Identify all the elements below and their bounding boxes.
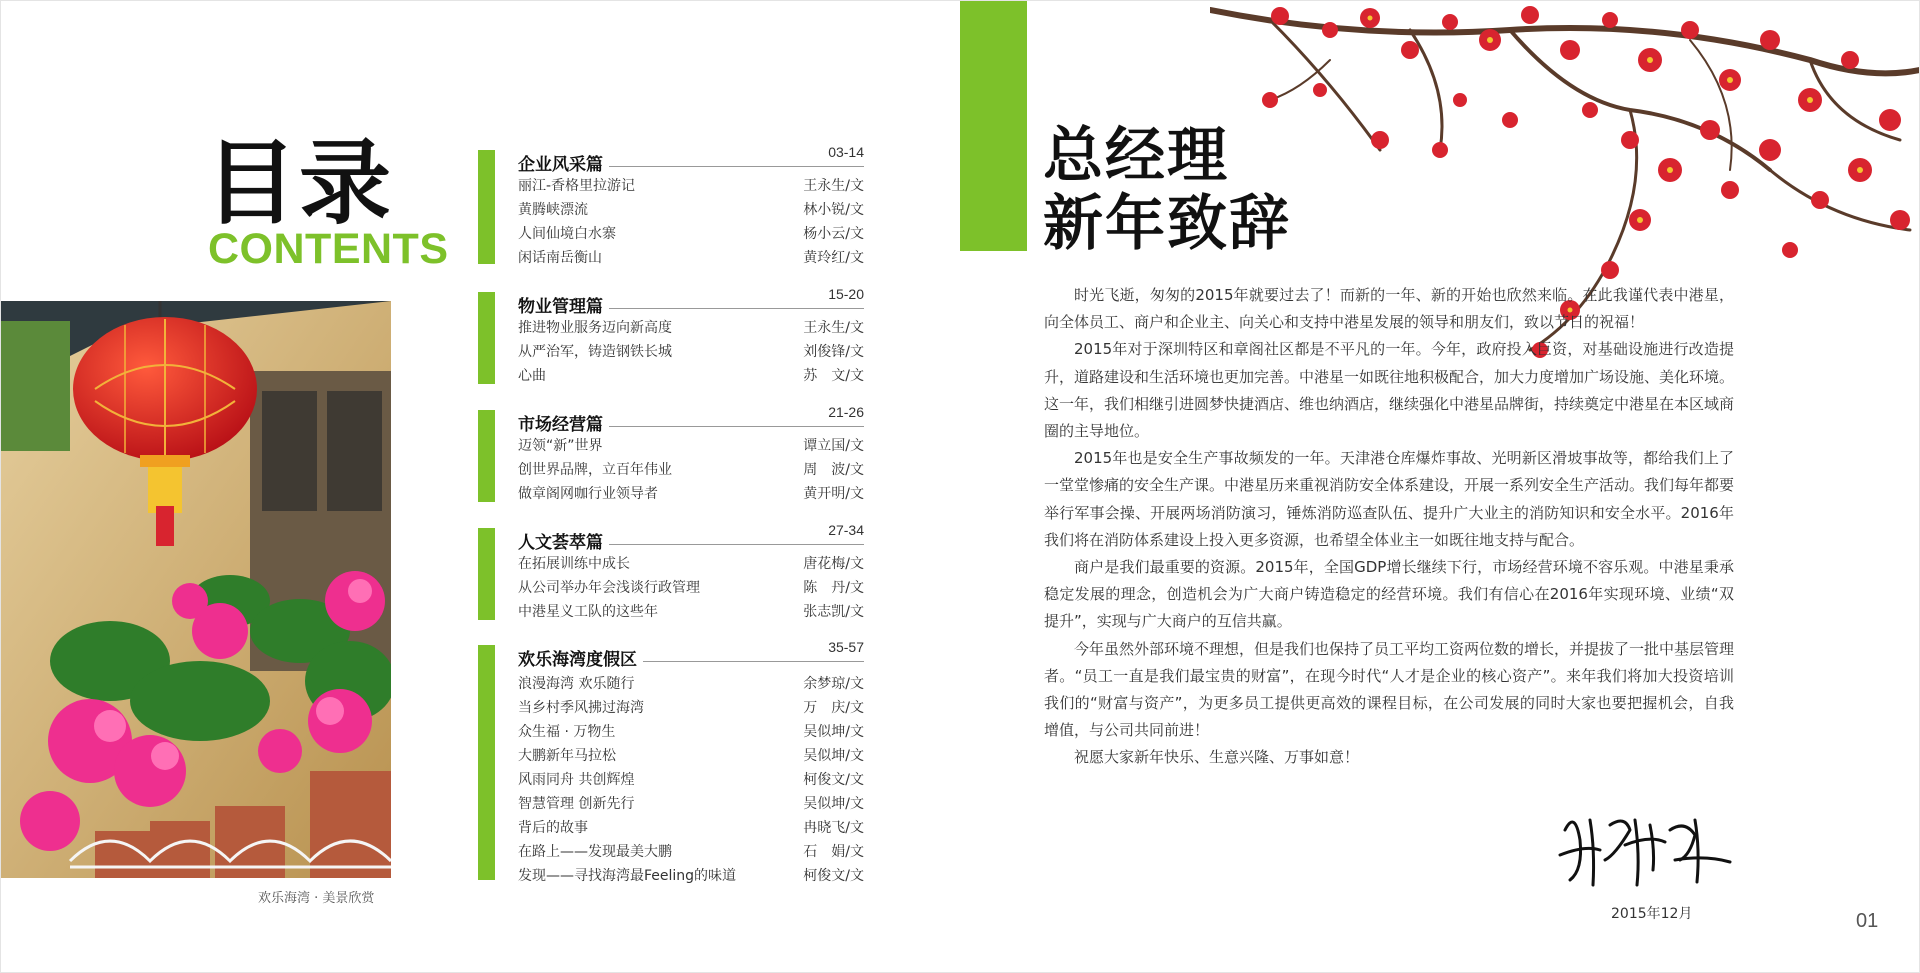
toc-item[interactable] — [518, 769, 864, 793]
toc-item-title: 大鹏新年马拉松 — [518, 748, 616, 764]
section-page-range: 35-57 — [828, 639, 864, 655]
section-accent-bar — [478, 528, 495, 620]
toc-item[interactable] — [518, 601, 864, 625]
toc-item-title: 智慧管理 创新先行 — [518, 796, 635, 812]
toc-item-title: 风雨同舟 共创辉煌 — [518, 772, 635, 788]
section-rule — [638, 661, 864, 662]
toc-section — [478, 522, 864, 620]
toc-item[interactable] — [518, 841, 864, 865]
toc-item-title: 推进物业服务迈向新高度 — [518, 320, 672, 336]
section-accent-bar — [478, 410, 495, 502]
section-title[interactable]: 欢乐海湾度假区 — [518, 645, 643, 670]
toc-item-author: 柯俊文/文 — [803, 868, 864, 884]
section-accent-bar — [478, 645, 495, 880]
section-page-range: 15-20 — [828, 286, 864, 302]
lantern-flower-photo — [0, 301, 391, 878]
toc-item-author: 黄开明/文 — [803, 486, 864, 502]
letter-paragraph: 2015年对于深圳特区和章阁社区都是不平凡的一年。今年，政府投入巨资，对基础设施进行改造提升，道路建设和生活环境也更加完善。中港星一如既往地积极配合，加大力度增加广场设施、美化环境。这一年，我们相继引进圆梦快捷酒店、维也纳酒店，继续强化中港星品牌街，持续奠定中港星在本区域商圈的主导地位。 — [1044, 340, 1735, 441]
section-page-range: 27-34 — [828, 522, 864, 538]
toc-item[interactable] — [518, 817, 864, 841]
toc-item[interactable] — [518, 865, 864, 889]
toc-item-author: 吴似坤/文 — [803, 796, 864, 812]
contents-title-cn: 目录 — [205, 130, 394, 237]
toc-item-title: 丽江-香格里拉游记 — [518, 178, 636, 194]
toc-item[interactable] — [518, 317, 864, 341]
letter-paragraph: 商户是我们最重要的资源。2015年，全国GDP增长继续下行，市场经营环境不容乐观。中港星秉承稳定发展的理念，创造机会为广大商户铸造稳定的经营环境。我们有信心在2016年实现环境、业绩“双提升”，实现与广大商户的互信共赢。 — [1044, 558, 1734, 631]
section-rule — [608, 166, 864, 167]
toc-item-author: 冉晓飞/文 — [803, 820, 864, 836]
toc-item[interactable] — [518, 745, 864, 769]
letter-paragraph: 今年虽然外部环境不理想，但是我们也保持了员工平均工资两位数的增长，并提拔了一批中基层管理者。“员工一直是我们最宝贵的财富”，在现今时代“人才是企业的核心资产”。来年我们将加大投资培训我们的“财富与资产”，为更多员工提供更高效的课程目标，在公司发展的同时大家也要把握机会，自我增值，与公司共同前进！ — [1044, 639, 1735, 740]
section-accent-bar — [478, 292, 495, 384]
heading-line-1: 总经理 — [1043, 121, 1229, 191]
heading-accent-bar — [960, 0, 1027, 251]
toc-item[interactable] — [518, 483, 864, 507]
toc-item-author: 余梦琼/文 — [803, 676, 864, 692]
toc-item-author: 唐花梅/文 — [803, 556, 864, 572]
toc-item[interactable] — [518, 223, 864, 247]
toc-item-title: 从严治军，铸造钢铁长城 — [518, 344, 672, 360]
toc-item-title: 迈领“新”世界 — [518, 438, 603, 454]
toc-item-title: 创世界品牌，立百年伟业 — [518, 462, 672, 478]
toc-item-author: 杨小云/文 — [803, 226, 864, 242]
toc-item-author: 石 娟/文 — [803, 844, 864, 860]
section-rule — [608, 426, 864, 427]
toc-item-title: 在拓展训练中成长 — [518, 556, 630, 572]
toc-item[interactable] — [518, 721, 864, 745]
toc-section — [478, 144, 864, 266]
toc-item-title: 从公司举办年会浅谈行政管理 — [518, 580, 700, 596]
toc-item[interactable] — [518, 247, 864, 271]
toc-item-author: 黄玲红/文 — [803, 250, 864, 266]
letter-date: 2015年12月 — [1611, 906, 1693, 922]
toc-item-author: 林小锐/文 — [803, 202, 864, 218]
toc-item-author: 刘俊锋/文 — [803, 344, 864, 360]
section-page-range: 21-26 — [828, 404, 864, 420]
toc-item[interactable] — [518, 577, 864, 601]
section-title[interactable]: 企业风采篇 — [518, 150, 609, 175]
toc-item-title: 中港星义工队的这些年 — [518, 604, 658, 620]
section-accent-bar — [478, 150, 495, 264]
toc-item-title: 闲话南岳衡山 — [518, 250, 602, 266]
letter-paragraph: 时光飞逝，匆匆的2015年就要过去了！而新的一年、新的开始也欣然来临。在此我谨代表中港星，向全体员工、商户和企业主、向关心和支持中港星发展的领导和朋友们，致以节日的祝福！ — [1044, 286, 1734, 332]
section-rule — [608, 544, 864, 545]
toc-item-author: 张志凯/文 — [803, 604, 864, 620]
toc-item-title: 背后的故事 — [518, 820, 588, 836]
toc-item-author: 吴似坤/文 — [803, 748, 864, 764]
photo-caption: 欢乐海湾 · 美景欣赏 — [258, 891, 375, 906]
page-number: 01 — [1856, 910, 1879, 932]
toc-item[interactable] — [518, 673, 864, 697]
toc-item-title: 众生福 · 万物生 — [518, 724, 616, 740]
letter-paragraph: 祝愿大家新年快乐、生意兴隆、万事如意！ — [1074, 748, 1360, 767]
toc-item-title: 人间仙境白水寨 — [518, 226, 616, 242]
toc-item-author: 王永生/文 — [803, 178, 864, 194]
toc-section — [478, 639, 864, 884]
heading-line-2: 新年致辞 — [1043, 189, 1291, 259]
letter-body — [1044, 282, 1734, 772]
section-page-range: 03-14 — [828, 144, 864, 160]
section-title[interactable]: 物业管理篇 — [518, 292, 609, 317]
toc-item[interactable] — [518, 175, 864, 199]
toc-item[interactable] — [518, 459, 864, 483]
toc-item-author: 吴似坤/文 — [803, 724, 864, 740]
toc-item-title: 当乡村季风拂过海湾 — [518, 700, 644, 716]
toc-item[interactable] — [518, 365, 864, 389]
toc-item-title: 在路上——发现最美大鹏 — [518, 844, 672, 860]
toc-item[interactable] — [518, 199, 864, 223]
toc-item[interactable] — [518, 697, 864, 721]
handwritten-signature — [1555, 800, 1735, 890]
section-title[interactable]: 人文荟萃篇 — [518, 528, 609, 553]
contents-title-en: CONTENTS — [208, 225, 449, 273]
toc-section — [478, 286, 864, 384]
toc-item-author: 苏 文/文 — [803, 368, 864, 384]
toc-item-title: 黄腾峡漂流 — [518, 202, 588, 218]
toc-item-author: 王永生/文 — [803, 320, 864, 336]
toc-item-title: 浪漫海湾 欢乐随行 — [518, 676, 635, 692]
toc-item-author: 谭立国/文 — [803, 438, 864, 454]
letter-paragraph: 2015年也是安全生产事故频发的一年。天津港仓库爆炸事故、光明新区滑坡事故等，都给我们上了一堂堂惨痛的安全生产课。中港星历来重视消防安全体系建设，开展一系列安全生产活动。我们每年都要举行军事会操、开展两场消防演习，锤炼消防巡查队伍、提升广大业主的消防知识和安全水平。2016年我们将在消防体系建设上投入更多资源，也希望全体业主一如既往地支持与配合。 — [1044, 449, 1735, 549]
toc-item-title: 心曲 — [518, 368, 546, 384]
toc-item-title: 发现——寻找海湾最Feeling的味道 — [518, 868, 737, 884]
section-rule — [608, 308, 864, 309]
toc-item-author: 周 波/文 — [803, 462, 864, 478]
section-title[interactable]: 市场经营篇 — [518, 410, 609, 435]
toc-item-author: 万 庆/文 — [803, 700, 864, 716]
toc-item-author: 陈 丹/文 — [803, 580, 864, 596]
letter-heading — [1043, 122, 1291, 258]
toc-item-title: 做章阁网咖行业领导者 — [518, 486, 658, 502]
toc-item[interactable] — [518, 435, 864, 459]
toc-item[interactable] — [518, 793, 864, 817]
toc-item-author: 柯俊文/文 — [803, 772, 864, 788]
toc-item[interactable] — [518, 553, 864, 577]
toc-item[interactable] — [518, 341, 864, 365]
toc-section — [478, 404, 864, 502]
